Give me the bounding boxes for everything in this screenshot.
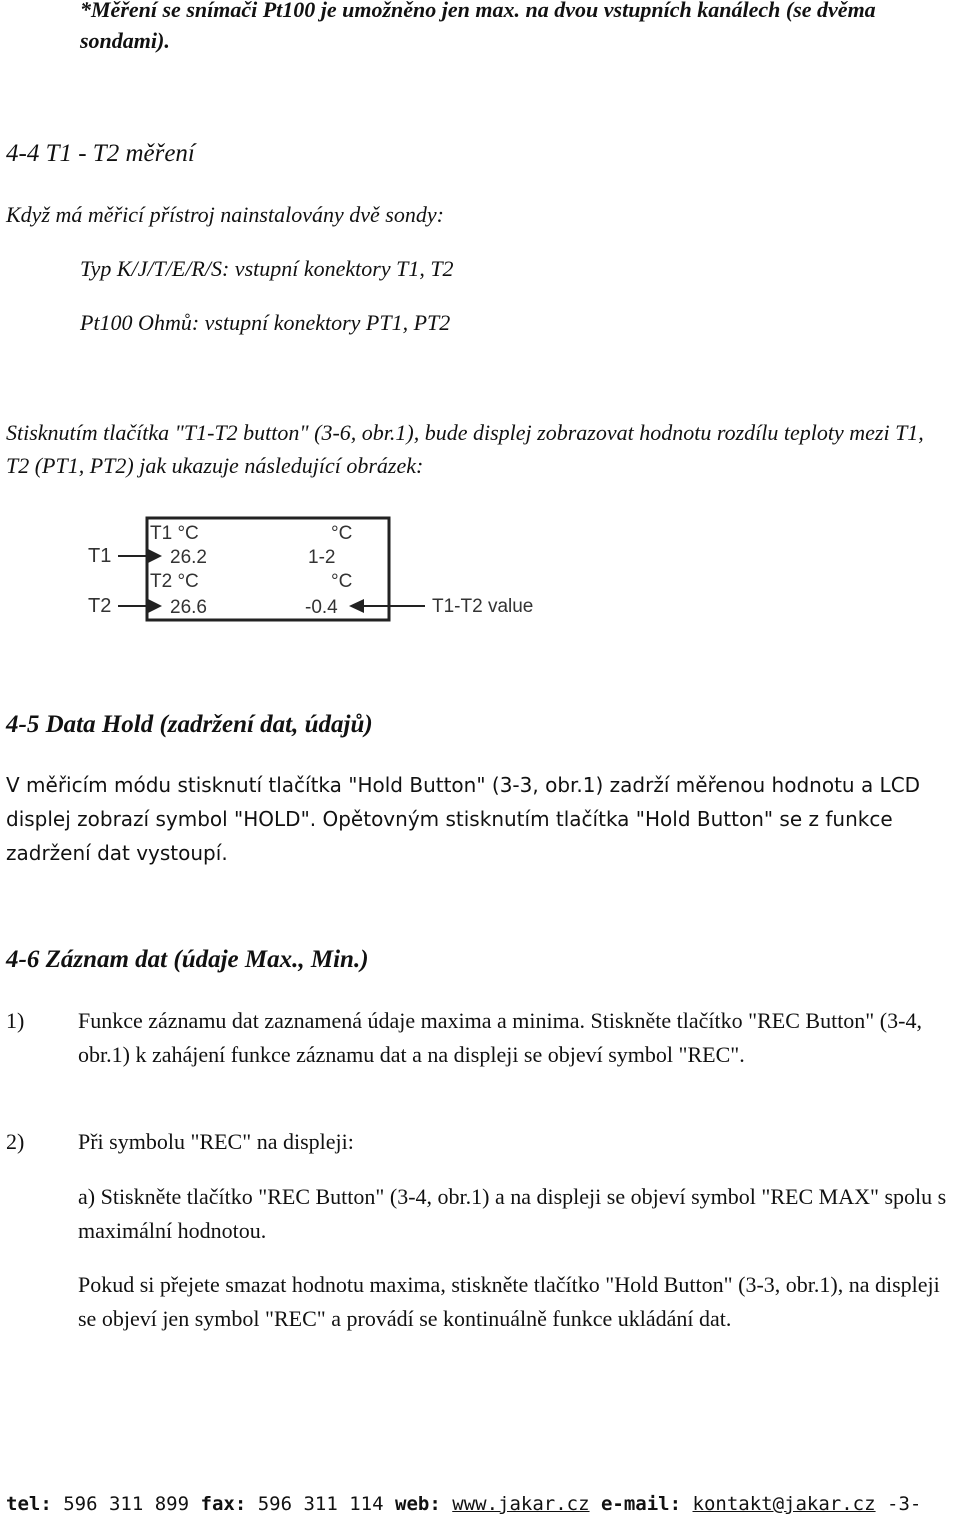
page-number: -3- [887, 1493, 922, 1515]
footer [6, 1493, 956, 1515]
top-note: *Měření se snímači Pt100 je umožněno jen max. na dvou vstupních kanálech (se dvěma sondami). [80, 0, 876, 53]
lcd-row1-right: °C [331, 523, 353, 544]
sub-item-a: a) Stiskněte tlačítko "REC Button" (3-4, obr.1) a na displeji se objeví symbol "REC MAX" spolu s maximální hodnotou. [78, 1184, 947, 1243]
footer-web-label: web: [395, 1493, 441, 1515]
footer-tel-label: tel: [6, 1493, 52, 1515]
lcd-row4-right: -0.4 [305, 597, 338, 618]
heading-4-6: 4-6 Záznam dat (údaje Max., Min.) [6, 946, 369, 973]
lcd-row4-left: 26.6 [170, 597, 207, 618]
lcd-row2-right: 1-2 [308, 547, 336, 568]
label-t2: T2 [88, 595, 112, 617]
list-item-2-number: 2) [6, 1129, 25, 1154]
arrow-value-head [349, 599, 364, 613]
lcd-row3-right: °C [331, 571, 353, 592]
heading-4-5: 4-5 Data Hold (zadržení dat, údajů) [6, 711, 373, 738]
list-item-1-number: 1) [6, 1008, 25, 1033]
footer-web-link[interactable]: www.jakar.cz [452, 1493, 590, 1515]
intro-text: Když má měřicí přístroj nainstalovány dvě sondy: [6, 202, 444, 227]
sub-item-a-note: Pokud si přejete smazat hodnotu maxima, stiskněte tlačítko "Hold Button" (3-3, obr.1), na displeji se objeví jen symbol "REC" a provádí se kontinuálně funkce ukládání dat. [78, 1272, 940, 1331]
list-item-2-text: Při symbolu "REC" na displeji: [78, 1129, 354, 1154]
label-t1: T1 [88, 545, 112, 567]
lcd-diagram [80, 512, 550, 627]
heading-4-4: 4-4 T1 - T2 měření [6, 140, 195, 167]
hold-paragraph: V měřicím módu stisknutí tlačítka "Hold Button" (3-3, obr.1) zadrží měřenou hodnotu a LCD displej zobrazí symbol "HOLD". Opětovným stisknutím tlačítka "Hold Button" se z funkce zadržení dat vystoupí. [6, 773, 921, 865]
footer-email-label: e-mail: [600, 1493, 682, 1515]
arrow-t2-head [148, 599, 162, 613]
lcd-row2-left: 26.2 [170, 547, 207, 568]
t1t2-paragraph: Stisknutím tlačítka "T1-T2 button" (3-6, obr.1), bude displej zobrazovat hodnotu rozdílu teploty mezi T1, T2 (PT1, PT2) jak ukazuje následující obrázek: [6, 420, 924, 478]
arrow-t1-head [148, 549, 162, 563]
probe-type-line: Typ K/J/T/E/R/S: vstupní konektory T1, T2 [80, 256, 454, 281]
footer-fax-label: fax: [200, 1493, 247, 1515]
footer-fax: 596 311 114 [257, 1493, 384, 1515]
lcd-row1-left: T1 °C [150, 523, 199, 544]
list-item-1 [0, 1004, 960, 1114]
footer-email-link[interactable]: kontakt@jakar.cz [692, 1493, 876, 1515]
pt100-line: Pt100 Ohmů: vstupní konektory PT1, PT2 [80, 310, 451, 335]
list-item-2 [0, 1125, 960, 1165]
list-item-1-text: Funkce záznamu dat zaznamená údaje maxima a minima. Stiskněte tlačítko "REC Button" (3-4, obr.1) k zahájení funkce záznamu dat a na displeji se objeví symbol "REC". [78, 1008, 922, 1067]
lcd-row3-left: T2 °C [150, 571, 199, 592]
footer-tel: 596 311 899 [63, 1493, 190, 1515]
label-t1-t2-value: T1-T2 value [432, 596, 534, 617]
